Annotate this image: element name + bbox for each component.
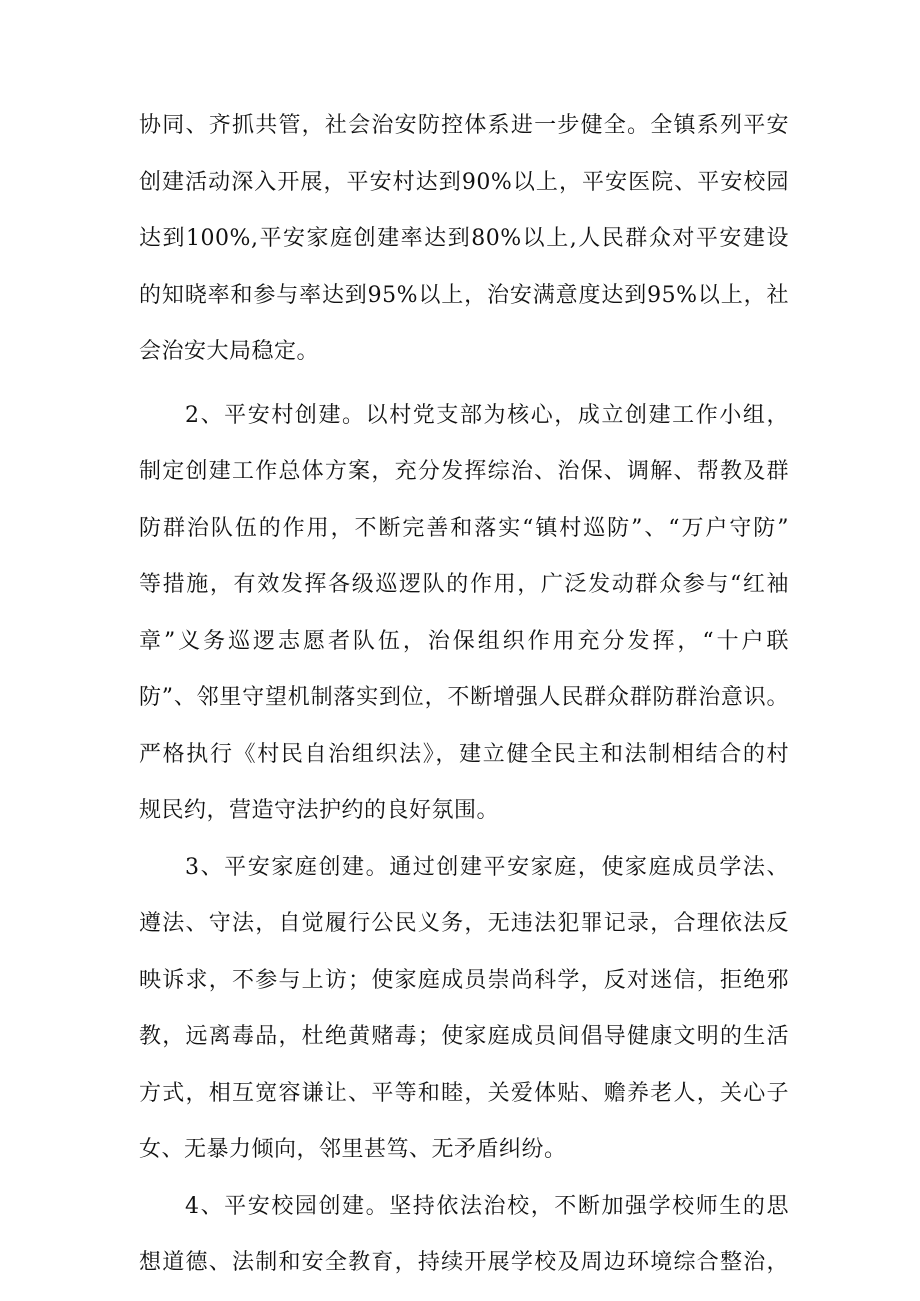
text-line: 协同、齐抓共管，社会治安防控体系进一步健全。全镇系列平安 [139, 113, 789, 138]
text-line: 2、平安村创建。以村党支部为核心，成立创建工作小组， [185, 402, 789, 428]
text-line: 的知晓率和参与率达到95%以上，治安满意度达到95%以上，社 [139, 282, 789, 308]
text-line: 章”义务巡逻志愿者队伍，治保组织作用充分发挥，“十户联 [139, 628, 789, 654]
text-line: 想道德、法制和安全教育，持续开展学校及周边环境综合整治， [139, 1250, 789, 1275]
text-line: 严格执行《村民自治组织法》，建立健全民主和法制相结合的村 [139, 741, 789, 767]
paragraph-summary [139, 98, 789, 381]
text-line: 规民约，营造守法护约的良好氛围。 [139, 798, 500, 823]
text-line: 4、平安校园创建。坚持依法治校，不断加强学校师生的思 [185, 1193, 789, 1219]
text-line: 防群治队伍的作用，不断完善和落实“镇村巡防”、“万户守防” [139, 515, 789, 541]
text-line: 等措施，有效发挥各级巡逻队的作用，广泛发动群众参与“红袖 [139, 572, 789, 597]
text-line: 会治安大局稳定。 [139, 339, 320, 364]
text-line: 方式，相互宽容谦让、平等和睦，关爱体贴、赡养老人，关心子 [139, 1080, 789, 1106]
text-line: 遵法、守法，自觉履行公民义务，无违法犯罪记录，合理依法反 [139, 911, 789, 936]
text-line: 防”、邻里守望机制落实到位，不断增强人民群众群防群治意识。 [139, 685, 789, 710]
text-line: 创建活动深入开展，平安村达到90%以上，平安医院、平安校园 [139, 169, 789, 195]
text-line: 3、平安家庭创建。通过创建平安家庭，使家庭成员学法、 [185, 854, 789, 880]
text-line: 制定创建工作总体方案，充分发挥综治、治保、调解、帮教及群 [139, 459, 789, 484]
paragraph-safe-village [139, 388, 789, 840]
paragraph-safe-family [139, 840, 789, 1179]
text-line: 映诉求，不参与上访；使家庭成员崇尚科学，反对迷信，拒绝邪 [139, 967, 789, 993]
text-line: 教，远离毒品，杜绝黄赌毒；使家庭成员间倡导健康文明的生活 [139, 1024, 789, 1049]
paragraph-gap [139, 381, 789, 388]
document-body [139, 98, 789, 1292]
text-line: 女、无暴力倾向，邻里甚笃、无矛盾纠纷。 [139, 1137, 567, 1162]
paragraph-safe-campus [139, 1179, 789, 1292]
text-line: 达到100%,平安家庭创建率达到80%以上,人民群众对平安建设 [139, 226, 789, 251]
